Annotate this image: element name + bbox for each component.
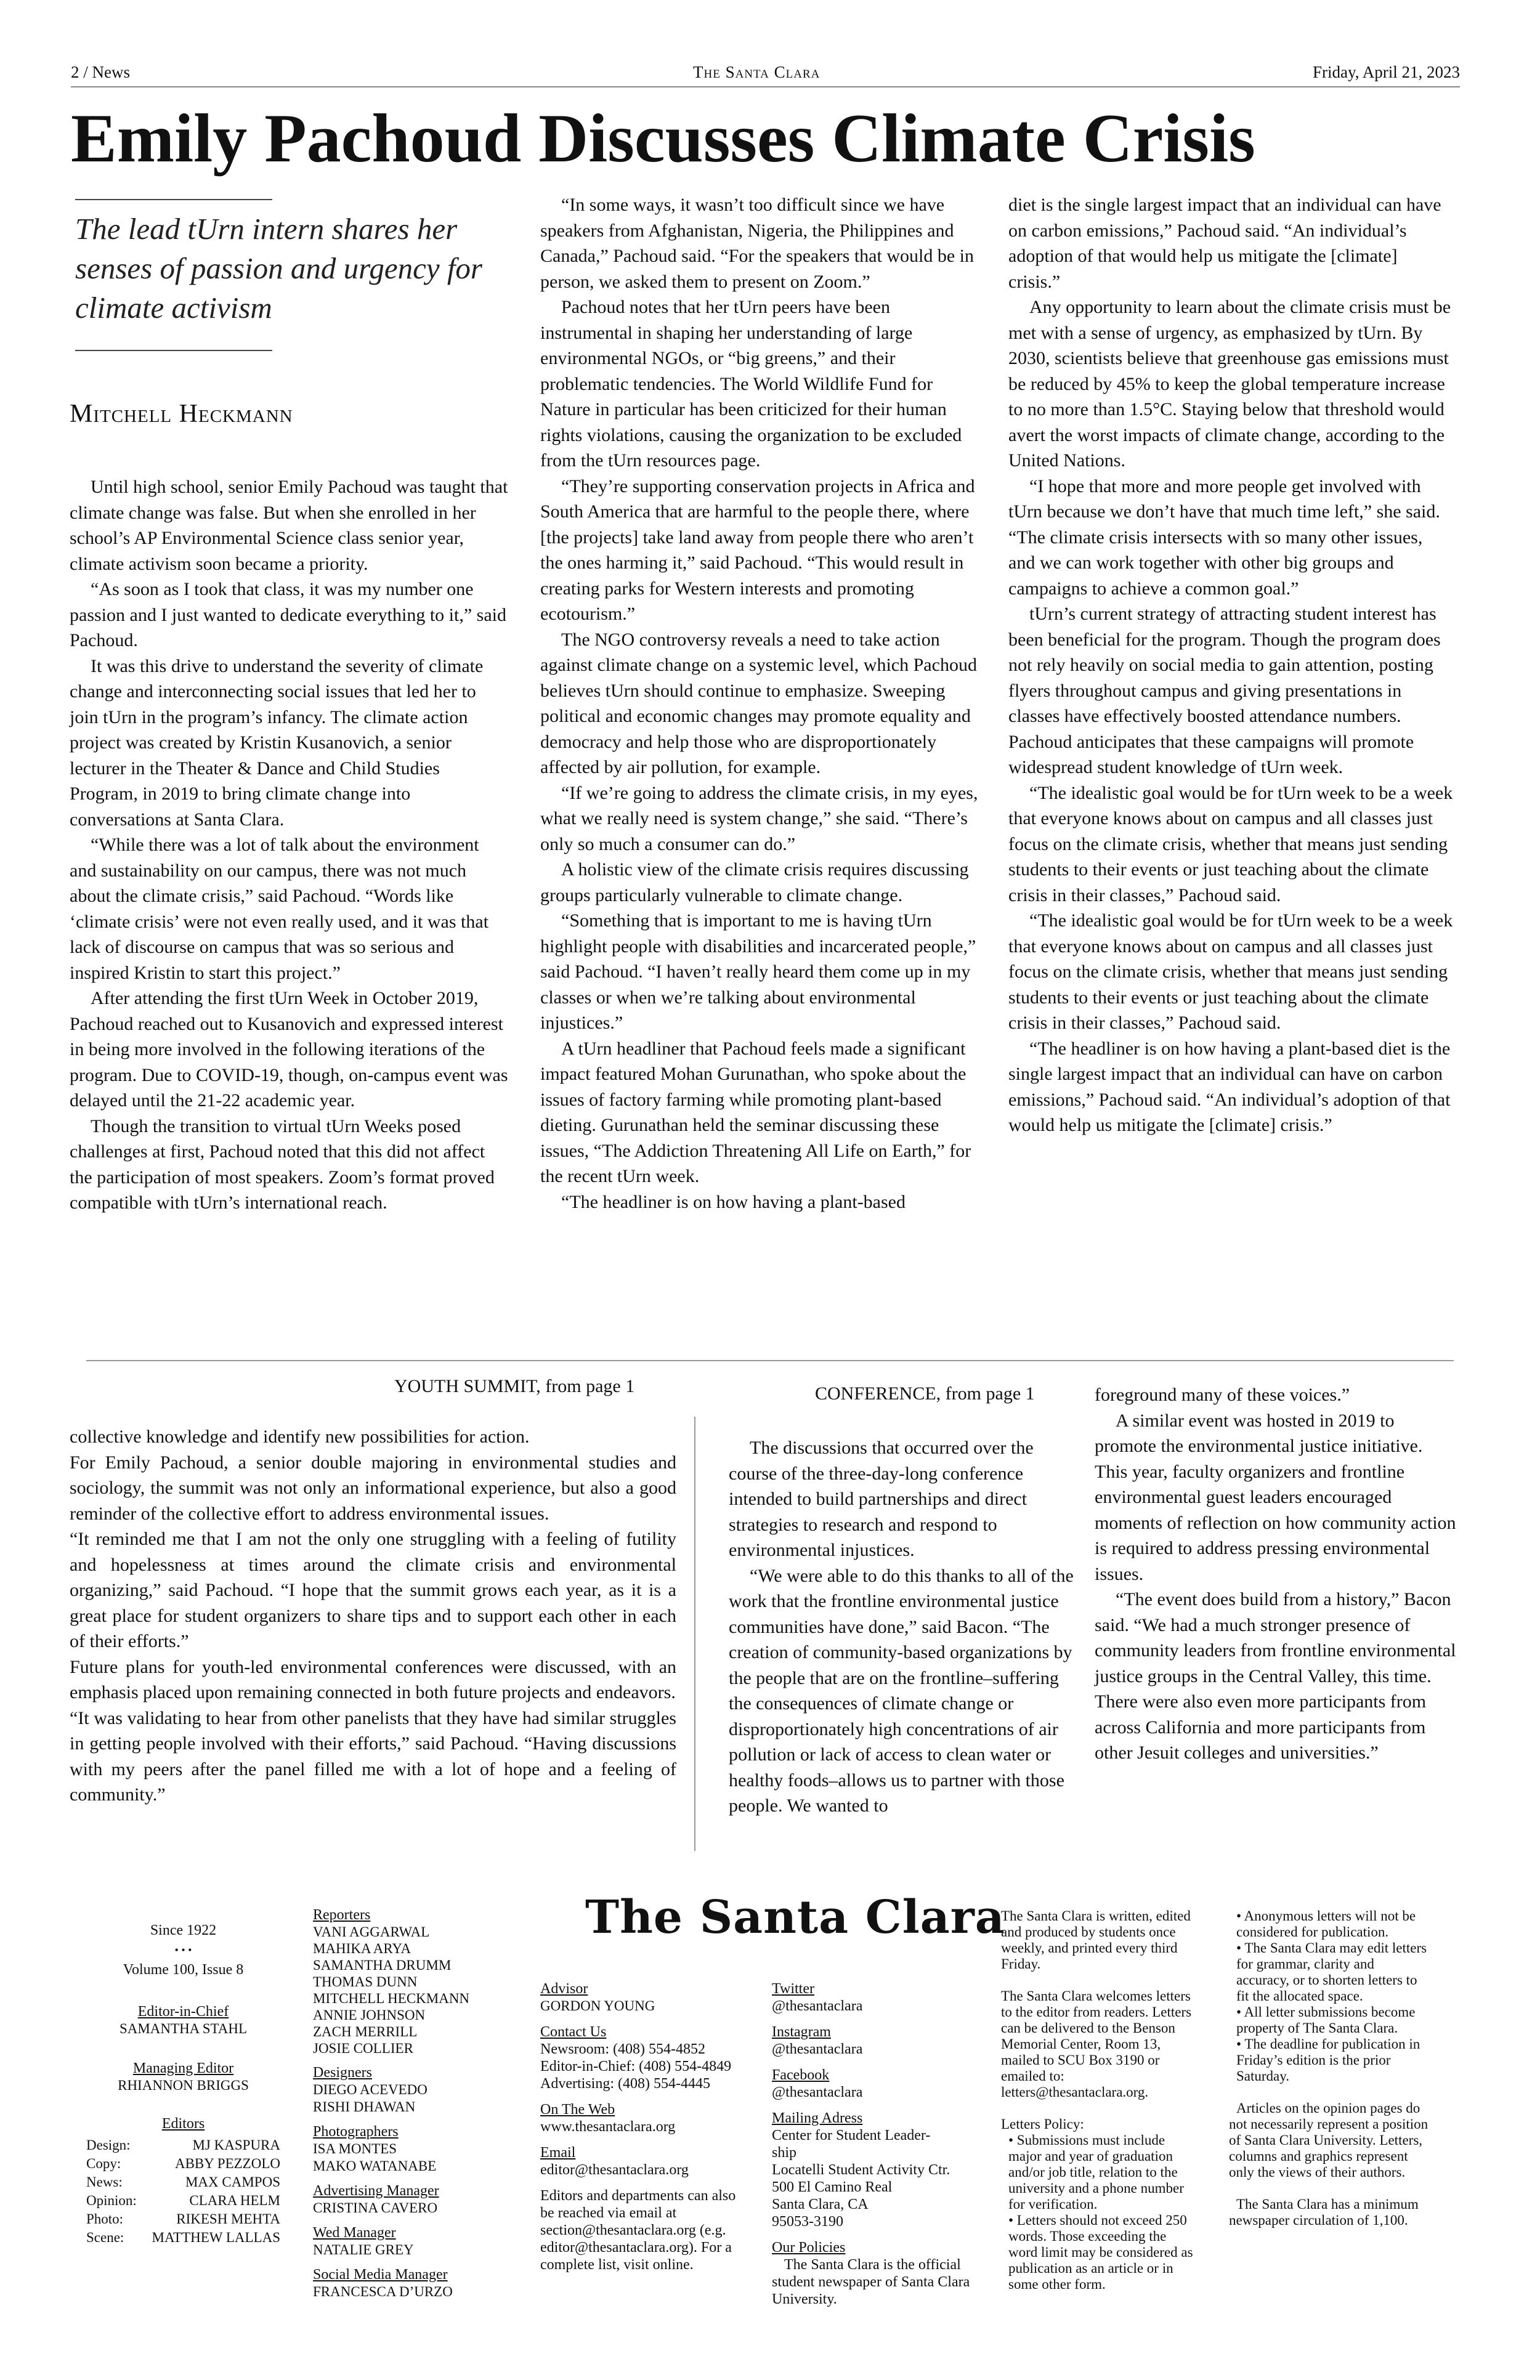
paragraph: diet is the single largest impact that an individual can have on carbon emissions,” Pachoud said. “An individual’s adoption of that would help us mitigate the [climate] crisis.” (1008, 195, 1441, 292)
photographers-label: Photographers (313, 2124, 399, 2140)
paragraph: “It was validating to hear from other panelists that they have had similar struggles in getting people involved with their efforts,” said Pachoud. “Having discussions with my peers after the panel filled me with a lot of hope and a feeling of community.” (70, 1707, 676, 1805)
editors-list (86, 2136, 280, 2247)
separator-dots: • • • (174, 1944, 192, 1956)
editor-name: ABBY PEZZOLO (174, 2156, 280, 2171)
reporters-label: Reporters (313, 1907, 371, 1923)
editor-name: MAX CAMPOS (185, 2174, 280, 2190)
masthead-staff (313, 1906, 522, 2301)
paragraph: tUrn’s current strategy of attracting student interest has been beneficial for the program. Though the program does not rely heavily on social media to gain attention, posting flyers throughout campus and giving presentations in classes have effectively boosted attendance numbers. Pachoud anticipates that these campaigns will promote widespread student knowledge of tUrn week. (1008, 604, 1441, 777)
byline: Mitchell Heckmann (70, 400, 293, 428)
social-manager: FRANCESCA D’URZO (313, 2284, 453, 2299)
page-label: 2 / News (71, 63, 130, 81)
editor-row (86, 2173, 280, 2192)
instagram-label: Instagram (772, 2024, 831, 2040)
editor-row (86, 2210, 280, 2228)
paragraph: Though the transition to virtual tUrn Weeks posed challenges at first, Pachoud noted that this did not affect the participation of most speakers. Zoom’s format proved compatible with tUrn’s international reach. (70, 1115, 495, 1213)
eic-label: Editor-in-Chief (137, 2004, 229, 2020)
paragraph: “The idealistic goal would be for tUrn week to be a week that everyone knows about on campus and all classes just focus on the climate crisis, whether that means just sending students to their events or just teaching about the climate crisis in their classes,” Pachoud said. (1008, 910, 1453, 1033)
policies-text: The Santa Clara is the official student newspaper of Santa Clara University. (772, 2257, 970, 2307)
mailing-address: Center for Student Leader- ship Locatelli Student Activity Ctr. 500 El Camino Real Santa Clara, CA 95053-3190 (772, 2127, 950, 2230)
paragraph: “They’re supporting conservation projects in Africa and South America that are harmful to the people there, where [the projects] take land away from people there who aren’t the ones harming it,” said Pachoud. “This would result in creating parks for Western interests and promoting ecotourism.” (540, 476, 975, 624)
masthead-rules (1229, 1908, 1429, 2244)
editor-name: MATTHEW LALLAS (152, 2230, 280, 2245)
editor-role: News: (86, 2174, 123, 2190)
paragraph: The discussions that occurred over the course of the three-day-long conference intended to build partnerships and direct strategies to research and respond to environmental injustices. (729, 1438, 1034, 1560)
ad-manager: CRISTINA CAVERO (313, 2200, 438, 2216)
running-header (71, 62, 1460, 87)
policy-submissions: • Submissions must include major and year of graduation and/or job title, relation to the university and a phone number for verification. (1008, 2132, 1184, 2212)
ad-manager-label: Advertising Manager (313, 2183, 439, 2199)
since-year: Since 1922 (150, 1922, 217, 1938)
paragraph: “Something that is important to me is having tUrn highlight people with disabilities and incarcerated people,” said Pachoud. “I haven’t really heard them come up in my classes or when we’re talking about environmental injustices.” (540, 910, 976, 1033)
paragraph: Until high school, senior Emily Pachoud was taught that climate change was false. But when she enrolled in her school’s AP Environmental Science class senior year, climate activism soon became a priority. (70, 477, 508, 574)
paragraph: “I hope that more and more people get involved with tUrn because we don’t have that much time left,” she said. “The climate crisis intersects with so many other issues, and we can work together with other big groups and campaigns to achieve a common goal.” (1008, 476, 1440, 599)
editor-row (86, 2136, 280, 2155)
editor-role: Scene: (86, 2230, 124, 2245)
paragraph: “In some ways, it wasn’t too difficult since we have speakers from Afghanistan, Nigeria, the Philippines and Canada,” Pachoud said. “For the speakers that would be in person, we asked them to present on Zoom.” (540, 195, 974, 292)
article-column-2 (540, 192, 979, 1215)
advisor-name: GORDON YOUNG (540, 1998, 655, 2014)
designers-label: Designers (313, 2065, 372, 2081)
editors-label: Editors (161, 2116, 205, 2132)
editor-row (86, 2192, 280, 2210)
web-label: On The Web (540, 2102, 615, 2118)
youth-summit-column (70, 1424, 676, 1808)
conference-column-2 (1095, 1382, 1458, 1766)
editor-row (86, 2155, 280, 2173)
editor-row (86, 2228, 280, 2247)
paragraph: It was this drive to understand the severity of climate change and interconnecting social issues that led her to join tUrn in the program’s infancy. The climate action project was created by Kristin Kusanovich, a senior lecturer in the Theater & Dance and Child Studies Program, in 2019 to bring climate change into conversations at Santa Clara. (70, 655, 484, 830)
paragraph: A holistic view of the climate crisis requires discussing groups particularly vulnerable to climate change. (540, 859, 969, 905)
designers: DIEGO ACEVEDO RISHI DHAWAN (313, 2082, 428, 2115)
dek-rule-top (75, 199, 272, 200)
rule-property: • All letter submissions become property of The Santa Clara. (1236, 2004, 1416, 2036)
paragraph: Pachoud notes that her tUrn peers have been instrumental in shaping her understanding of large environmental NGOs, or “big greens,” and their problematic tendencies. The World Wildlife Fund for Nature in particular has been criticized for their human rights violations, causing the organization to be excluded from the tUrn resources page. (540, 297, 962, 471)
social-label: Social Media Manager (313, 2267, 448, 2283)
paragraph: Any opportunity to learn about the climate crisis must be met with a sense of urgency, as emphasized by tUrn. By 2030, scientists believe that greenhouse gas emissions must be reduced by 45% to keep the global temperature increase to no more than 1.5°C. Staying below that threshold would avert the worst impacts of climate change, according to the United Nations. (1008, 297, 1451, 471)
twitter-label: Twitter (772, 1981, 814, 1997)
email-note: Editors and departments can also be reached via email at section@thesantaclara.org (e.g. editor@thesantaclara.org). For a complete list, visit online. (540, 2188, 736, 2273)
paragraph: “It reminded me that I am not the only one struggling with a feeling of futility and hopelessness at times around the climate crisis and environmental organizing,” said Pachoud. “I hope that the summit grows each year, as it is a great place for student organizers to share tips and to support each other in each of their efforts.” (70, 1529, 676, 1651)
paragraph: “The idealistic goal would be for tUrn week to be a week that everyone knows about on campus and all classes just focus on the climate crisis, whether that means just sending students to their events or just teaching about the climate crisis in their classes,” Pachoud said. (1008, 782, 1453, 905)
volume-issue: Volume 100, Issue 8 (123, 1962, 244, 1978)
rule-anonymous: • Anonymous letters will not be considered for publication. (1236, 1908, 1416, 1940)
paragraph: “While there was a lot of talk about the environment and sustainability on our campus, there was not much about the climate crisis,” said Pachoud. “Words like ‘climate crisis’ were not even really used, and it was that lack of discourse on campus that was so serious and inspired Kristin to start this project.” (70, 835, 489, 983)
editor-role: Design: (86, 2137, 131, 2153)
contact-numbers: Newsroom: (408) 554-4852 Editor-in-Chief: (408) 554-4849 Advertising: (408) 554-4445 (540, 2041, 732, 2092)
paragraph: foreground many of these voices.” (1095, 1385, 1350, 1405)
email-label: Email (540, 2145, 576, 2161)
paragraph: A tUrn headliner that Pachoud feels made a significant impact featured Mohan Gurunathan, who spoke about the issues of factory farming while promoting plant-based dieting. Gurunathan held the seminar discussing these issues, “The Addiction Threatening All Life on Earth,” for the recent tUrn week. (540, 1038, 971, 1186)
masthead-info (1001, 1908, 1198, 2293)
twitter-handle[interactable]: @thesantaclara (772, 1998, 863, 2014)
masthead-social (772, 1980, 975, 2308)
advisor-label: Advisor (540, 1981, 588, 1997)
conference-column-1 (729, 1435, 1074, 1819)
rule-deadline: • The deadline for publication in Friday’s edition is the prior Saturday. (1236, 2036, 1420, 2084)
dek: The lead tUrn intern shares her senses of passion and urgency for climate activism (75, 212, 482, 325)
facebook-handle[interactable]: @thesantaclara (772, 2084, 863, 2100)
headline: Emily Pachoud Discusses Climate Crisis (71, 100, 1255, 177)
paragraph: Future plans for youth-led environmental conferences were discussed, with an emphasis placed upon remaining connected in both future projects and endeavors. (70, 1656, 676, 1702)
paragraph: For Emily Pachoud, a senior double majoring in environmental studies and sociology, the summit was not only an informational experience, but also a good reminder of the collective effort to address environmental issues. (70, 1452, 676, 1524)
facebook-label: Facebook (772, 2067, 830, 2083)
contact-label: Contact Us (540, 2024, 607, 2040)
web-manager-label: Wed Manager (313, 2225, 396, 2241)
photographers: ISA MONTES MAKO WATANABE (313, 2141, 437, 2174)
paragraph: “We were able to do this thanks to all of the work that the frontline environmental justice communities have done,” said Bacon. “The creation of community-based organizations by the people that are on the frontline–suffering the consequences of climate change or disproportionately high concentrations of air pollution or lack of access to clean water or healthy foods–allows us to partner with those people. We wanted to (729, 1565, 1074, 1816)
masthead-left (86, 1922, 280, 2247)
youth-summit-jump: YOUTH SUMMIT, from page 1 (394, 1376, 635, 1396)
editor-name: CLARA HELM (189, 2193, 280, 2208)
opinion-disclaimer: Articles on the opinion pages do not necessarily represent a position of Santa Clara University. Letters, columns and graphics represent only the views of their authors. (1229, 2100, 1429, 2180)
info-letters: The Santa Clara welcomes letters to the editor from readers. Letters can be delivered to the Benson Memorial Center, Room 13, mailed to SCU Box 3190 or emailed to: letters@thesantaclara.org. (1001, 1988, 1192, 2100)
paragraph: “As soon as I took that class, it was my number one passion and I just wanted to dedicate everything to it,” said Pachoud. (70, 579, 506, 650)
reporters: VANI AGGARWAL MAHIKA ARYA SAMANTHA DRUMM THOMAS DUNN MITCHELL HECKMANN ANNIE JOHNSON ZACH MERRILL JOSIE COLLIER (313, 1924, 470, 2056)
policy-word-limit: • Letters should not exceed 250 words. Those exceeding the word limit may be considered as publication as an article or in some other form. (1008, 2212, 1193, 2292)
article-column-1 (70, 474, 508, 1216)
rule-edit: • The Santa Clara may edit letters for grammar, clarity and accuracy, or to shorten letters to fit the allocated space. (1236, 1940, 1427, 2004)
email-address[interactable]: editor@thesantaclara.org (540, 2162, 689, 2178)
me-name: RHIANNON BRIGGS (118, 2078, 249, 2093)
editor-name: RIKESH MEHTA (176, 2211, 280, 2227)
editor-role: Photo: (86, 2211, 124, 2227)
paragraph: “The event does build from a history,” Bacon said. “We had a much stronger presence of community leaders from frontline environmental justice groups in the Central Valley, this time. There were also even more participants from across California and more participants from other Jesuit colleges and universities.” (1095, 1589, 1456, 1763)
me-label: Managing Editor (132, 2060, 234, 2076)
paragraph: A similar event was hosted in 2019 to promote the environmental justice initiative. This year, faculty organizers and frontline environmental guest leaders encouraged moments of reflection on how community action is required to address pressing environmental issues. (1095, 1410, 1456, 1584)
editor-role: Opinion: (86, 2193, 137, 2208)
circulation-note: The Santa Clara has a minimum newspaper circulation of 1,100. (1229, 2196, 1419, 2228)
conference-jump: CONFERENCE, from page 1 (815, 1383, 1035, 1404)
editor-role: Copy: (86, 2156, 121, 2171)
letters-policy-label: Letters Policy: (1001, 2116, 1084, 2132)
web-manager: NATALIE GREY (313, 2242, 414, 2257)
instagram-handle[interactable]: @thesantaclara (772, 2041, 863, 2057)
section-divider (86, 1360, 1454, 1361)
info-written: The Santa Clara is written, edited and produced by students once weekly, and printed every third Friday. (1001, 1908, 1191, 1972)
paragraph: After attending the first tUrn Week in October 2019, Pachoud reached out to Kusanovich and expressed interest in being more involved in the following iterations of the program. Due to COVID-19, though, on-campus event was delayed until the 21-22 academic year. (70, 988, 508, 1111)
paragraph: “The headliner is on how having a plant-based diet is the single largest impact that an individual can have on carbon emissions,” Pachoud said. “An individual’s adoption of that would help us mitigate the [climate] crisis.” (1008, 1038, 1451, 1135)
eic-name: SAMANTHA STAHL (119, 2021, 248, 2036)
paragraph: “The headliner is on how having a plant-based (561, 1191, 906, 1212)
dek-rule-bottom (75, 350, 272, 351)
masthead-contact (540, 1980, 744, 2273)
paragraph: The NGO controversy reveals a need to take action against climate change on a systemic level, which Pachoud believes tUrn should continue to emphasize. Sweeping political and economic changes may promote equality and democracy and help those who are disproportionately affected by air pollution, for example. (540, 629, 977, 777)
paper-name: The Santa Clara (693, 63, 821, 81)
masthead-logo: The Santa Clara (585, 1891, 1005, 1944)
mailing-label: Mailing Adress (772, 2110, 863, 2126)
article-column-3 (1008, 192, 1453, 1138)
web-url[interactable]: www.thesantaclara.org (540, 2119, 676, 2135)
issue-date: Friday, April 21, 2023 (1313, 63, 1460, 81)
editor-name: MJ KASPURA (192, 2137, 280, 2153)
column-divider (694, 1417, 695, 1851)
paragraph: collective knowledge and identify new possibilities for action. (70, 1427, 530, 1447)
policies-label: Our Policies (772, 2240, 846, 2256)
paragraph: “If we’re going to address the climate crisis, in my eyes, what we really need is system change,” she said. “There’s only so much a consumer can do.” (540, 782, 978, 854)
